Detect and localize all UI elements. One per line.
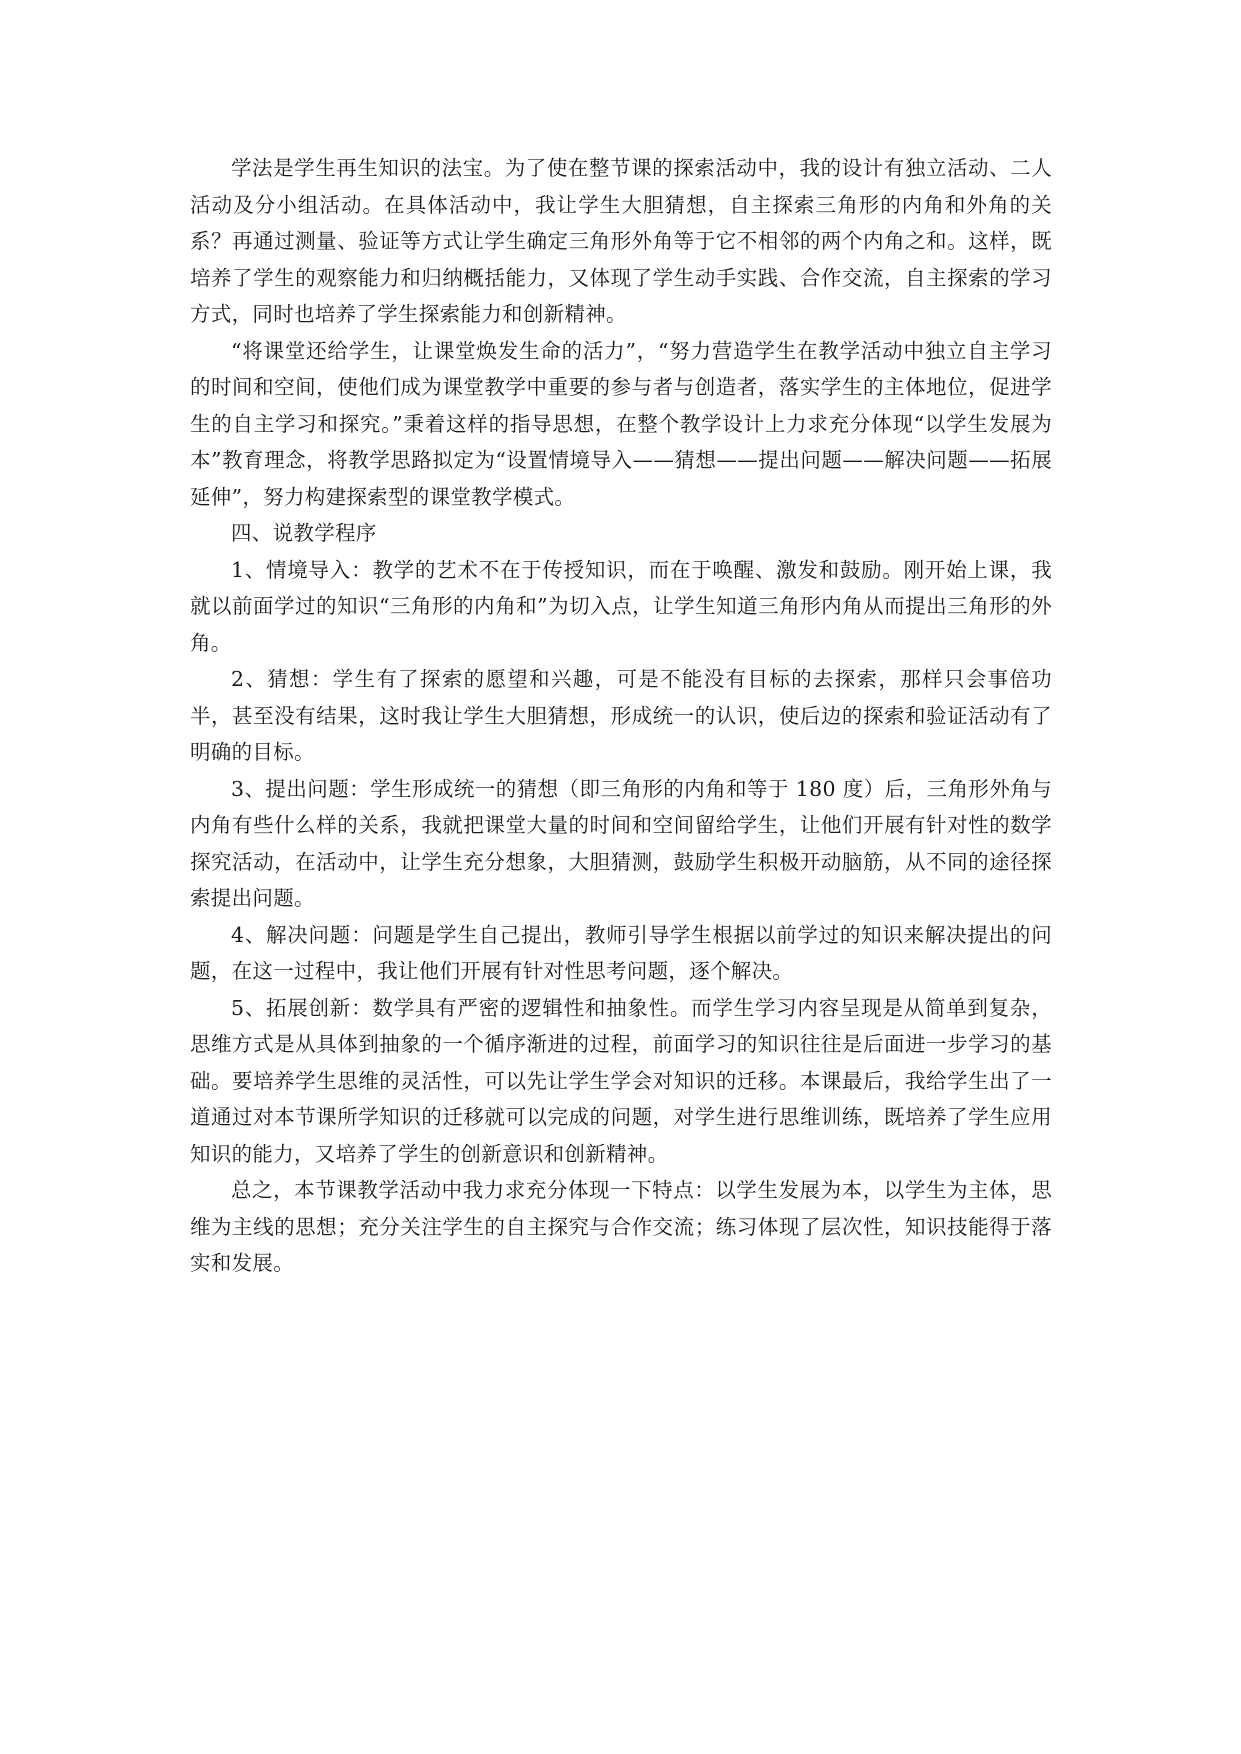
document-body <box>190 150 1052 1282</box>
paragraph-step-1-scenario-intro: 1、情境导入：教学的艺术不在于传授知识，而在于唤醒、激发和鼓励。刚开始上课，我就以前面学过的知识“三角形的内角和”为切入点，让学生知道三角形内角从而提出三角形的外角。 <box>190 557 1052 655</box>
paragraph-learning-method: 学法是学生再生知识的法宝。为了使在整节课的探索活动中，我的设计有独立活动、二人活动及分小组活动。在具体活动中，我让学生大胆猜想，自主探索三角形的内角和外角的关系？再通过测量、验证等方式让学生确定三角形外角等于它不相邻的两个内角之和。这样，既培养了学生的观察能力和归纳概括能力，又体现了学生动手实践、合作交流，自主探索的学习方式，同时也培养了学生探索能力和创新精神。 <box>190 156 1052 326</box>
paragraph-step-2-conjecture: 2、猜想：学生有了探索的愿望和兴趣，可是不能没有目标的去探索，那样只会事倍功半，甚至没有结果，这时我让学生大胆猜想，形成统一的认识，使后边的探索和验证活动有了明确的目标。 <box>190 667 1052 764</box>
paragraph-summary: 总之，本节课教学活动中我力求充分体现一下特点：以学生发展为本，以学生为主体，思维为主线的思想；充分关注学生的自主探究与合作交流；练习体现了层次性，知识技能得于落实和发展。 <box>190 1178 1052 1275</box>
paragraph-step-4-solve-questions: 4、解决问题：问题是学生自己提出，教师引导学生根据以前学过的知识来解决提出的问题，在这一过程中，我让他们开展有针对性思考问题，逐个解决。 <box>190 922 1052 983</box>
paragraph-step-3-raise-questions: 3、提出问题：学生形成统一的猜想（即三角形的内角和等于 180 度）后，三角形外角与内角有些什么样的关系，我就把课堂大量的时间和空间留给学生，让他们开展有针对性的数学探究活动，在活动中，让学生充分想象，大胆猜测，鼓励学生积极开动脑筋，从不同的途径探索提出问题。 <box>190 776 1052 910</box>
section-heading-teaching-procedure: 四、说教学程序 <box>231 521 377 545</box>
paragraph-step-5-extension: 5、拓展创新：数学具有严密的逻辑性和抽象性。而学生学习内容呈现是从简单到复杂，思维方式是从具体到抽象的一个循序渐进的过程，前面学习的知识往往是后面进一步学习的基础。要培养学生思维的灵活性，可以先让学生学会对知识的迁移。本课最后，我给学生出了一道通过对本节课所学知识的迁移就可以完成的问题，对学生进行思维训练，既培养了学生应用知识的能力，又培养了学生的创新意识和创新精神。 <box>190 995 1052 1166</box>
paragraph-teaching-philosophy: “将课堂还给学生，让课堂焕发生命的活力”，“努力营造学生在教学活动中独立自主学习的时间和空间，使他们成为课堂教学中重要的参与者与创造者，落实学生的主体地位，促进学生的自主学习和探究。”秉着这样的指导思想，在整个教学设计上力求充分体现“以学生发展为本”教育理念，将教学思路拟定为“设置情境导入——猜想——提出问题——解决问题——拓展延伸”，努力构建探索型的课堂教学模式。 <box>190 338 1052 509</box>
